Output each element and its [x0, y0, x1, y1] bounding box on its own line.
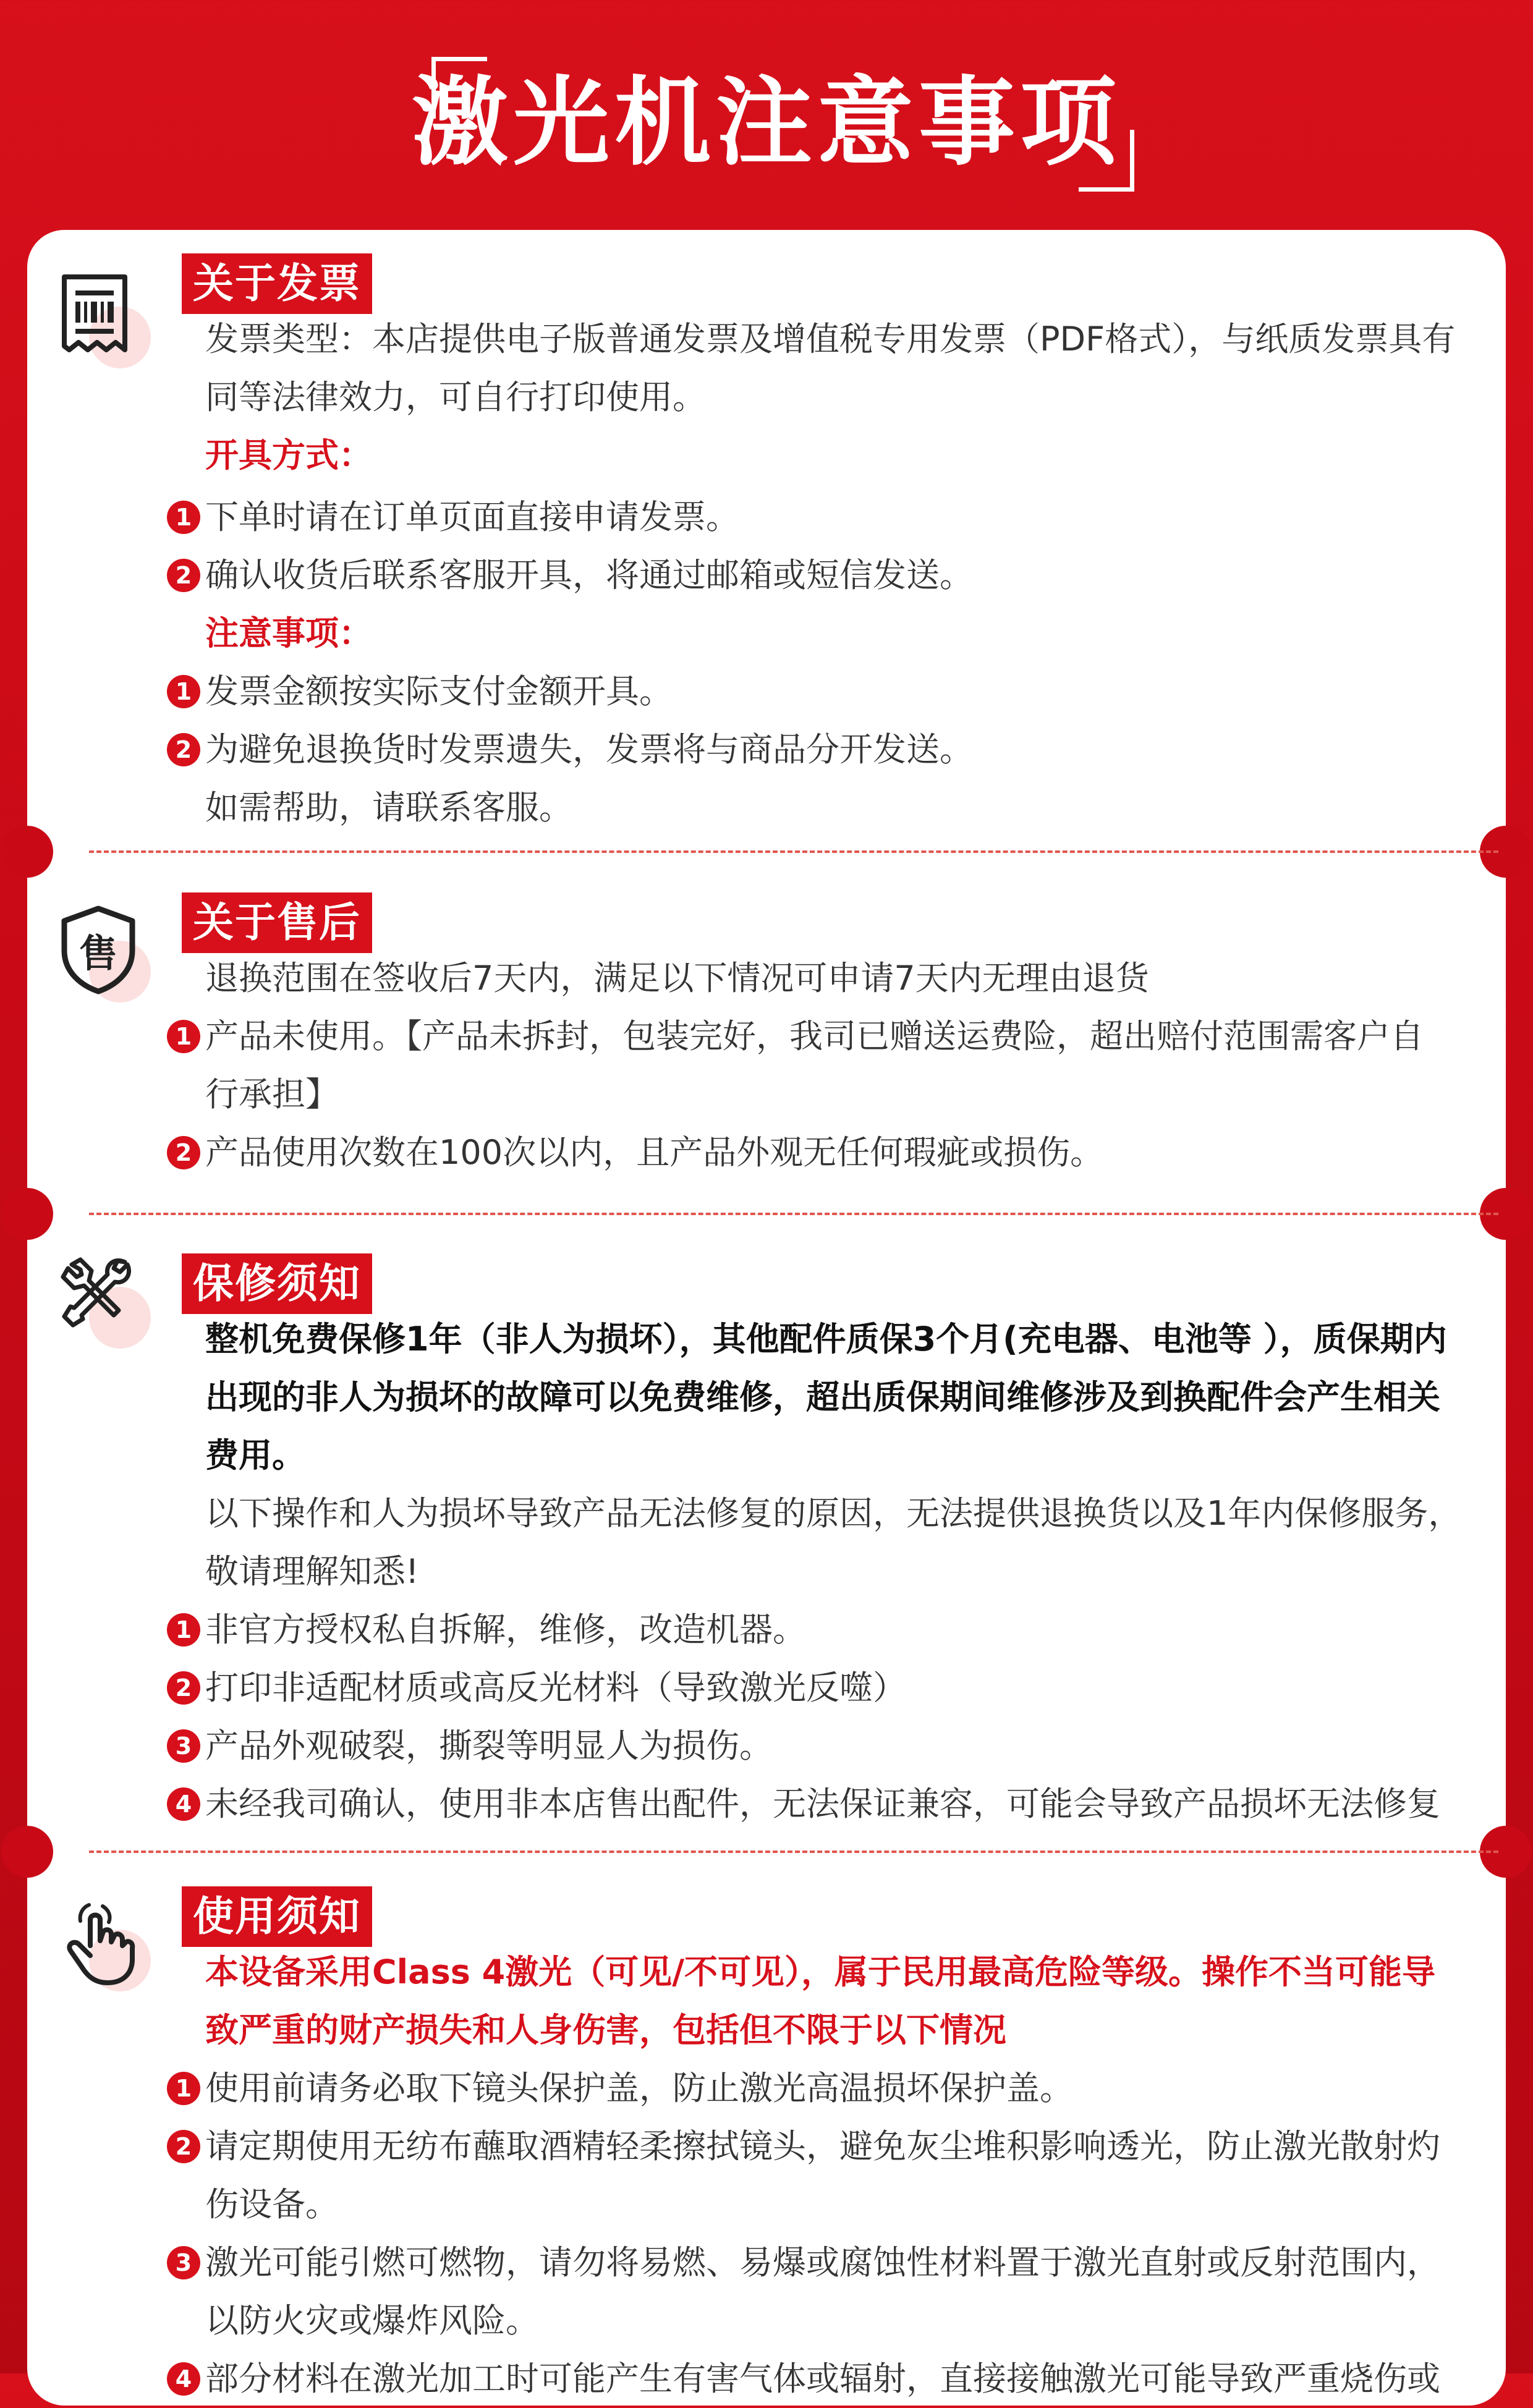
section-tag-warranty: 保修须知	[182, 1253, 372, 1314]
divider-notch-left	[1, 826, 53, 878]
section-divider	[89, 1851, 1498, 1853]
after-sales-intro: 退换范围在签收后7天内，满足以下情况可申请7天内无理由退货	[205, 959, 1149, 998]
usage-warning-line: 致严重的财产损失和人身伤害，包括但不限于以下情况	[205, 2011, 1006, 2050]
invoice-notes-title: 注意事项：	[205, 614, 372, 653]
invoice-method-title: 开具方式：	[205, 436, 372, 475]
section-divider	[89, 850, 1498, 853]
list-number: 3	[167, 2246, 200, 2279]
list-item: 使用前请务必取下镜头保护盖，防止激光高温损坏保护盖。	[205, 2069, 1073, 2108]
list-item: 部分材料在激光加工时可能产生有害气体或辐射，直接接触激光可能导致严重烧伤或	[205, 2359, 1440, 2398]
list-item: 确认收货后联系客服开具，将通过邮箱或短信发送。	[205, 556, 973, 595]
warranty-note-line: 以下操作和人为损坏导致产品无法修复的原因，无法提供退换货以及1年内保修服务，	[205, 1494, 1462, 1533]
shield-sale-icon	[46, 897, 151, 1003]
list-item: 发票金额按实际支付金额开具。	[205, 672, 673, 711]
list-number: 4	[167, 1787, 200, 1821]
list-number: 1	[167, 501, 200, 534]
invoice-type-line: 发票类型：本店提供电子版普通发票及增值税专用发票（PDF格式），与纸质发票具有	[205, 320, 1456, 358]
section-tag-invoice: 关于发票	[182, 253, 372, 314]
list-item-continued: 以防火灾或爆炸风险。	[205, 2301, 539, 2340]
list-number: 2	[167, 1671, 200, 1705]
list-number: 1	[167, 1613, 200, 1647]
title-bracket-bottom-right	[1079, 130, 1134, 192]
warranty-policy-line: 费用。	[205, 1436, 305, 1475]
section-tag-usage: 使用须知	[182, 1886, 372, 1947]
list-item: 激光可能引燃可燃物，请勿将易燃、易爆或腐蚀性材料置于激光直射或反射范围内，	[205, 2243, 1440, 2282]
list-item: 未经我司确认，使用非本店售出配件，无法保证兼容，可能会导致产品损坏无法修复	[205, 1784, 1440, 1823]
list-item: 打印非适配材质或高反光材料（导致激光反噬）	[205, 1668, 906, 1707]
list-item-continued: 伤设备。	[205, 2185, 339, 2224]
list-number: 3	[167, 1729, 200, 1763]
invoice-type-line: 同等法律效力，可自行打印使用。	[205, 378, 706, 417]
list-item: 请定期使用无纺布蘸取酒精轻柔擦拭镜头，避免灰尘堆积影响透光，防止激光散射灼	[205, 2127, 1440, 2166]
svg-text:售: 售	[79, 931, 118, 976]
warranty-policy-line: 整机免费保修1年（非人为损坏），其他配件质保3个月(充电器、电池等 ），质保期内	[205, 1320, 1447, 1359]
section-divider	[89, 1213, 1498, 1215]
divider-notch-left	[1, 1826, 53, 1878]
warranty-note-line: 敬请理解知悉!	[205, 1552, 419, 1591]
invoice-help-text: 如需帮助，请联系客服。	[205, 788, 572, 827]
page-title: 激光机注意事项	[412, 66, 1121, 179]
list-item: 产品未使用。【产品未拆封，包装完好，我司已赠送运费险，超出赔付范围需客户自	[205, 1017, 1424, 1056]
list-number: 1	[167, 2072, 200, 2105]
list-number: 1	[167, 1020, 200, 1053]
hand-pointer-icon	[46, 1886, 151, 1991]
list-number: 2	[167, 559, 200, 592]
list-item: 产品使用次数在100次以内，且产品外观无任何瑕疵或损伤。	[205, 1133, 1104, 1172]
list-number: 2	[167, 733, 200, 766]
list-item: 非官方授权私自拆解，维修，改造机器。	[205, 1610, 806, 1649]
section-tag-after-sales: 关于售后	[182, 892, 372, 953]
list-number: 2	[167, 2130, 200, 2163]
tools-icon	[46, 1244, 151, 1349]
usage-warning-line: 本设备采用Class 4激光（可见/不可见），属于民用最高危险等级。操作不当可能导	[205, 1952, 1435, 1991]
list-item-continued: 行承担】	[205, 1075, 339, 1114]
divider-notch-left	[1, 1188, 53, 1240]
warranty-policy-line: 出现的非人为损坏的故障可以免费维修，超出质保期间维修涉及到换配件会产生相关	[205, 1378, 1440, 1417]
list-item: 下单时请在订单页面直接申请发票。	[205, 498, 739, 536]
receipt-icon	[46, 263, 151, 368]
list-item: 为避免退换货时发票遗失，发票将与商品分开发送。	[205, 730, 973, 769]
list-number: 4	[167, 2362, 200, 2396]
list-number: 2	[167, 1136, 200, 1169]
header	[0, 0, 1533, 229]
list-item: 产品外观破裂，撕裂等明显人为损伤。	[205, 1726, 773, 1765]
list-number: 1	[167, 675, 200, 708]
content-card	[27, 230, 1506, 2406]
